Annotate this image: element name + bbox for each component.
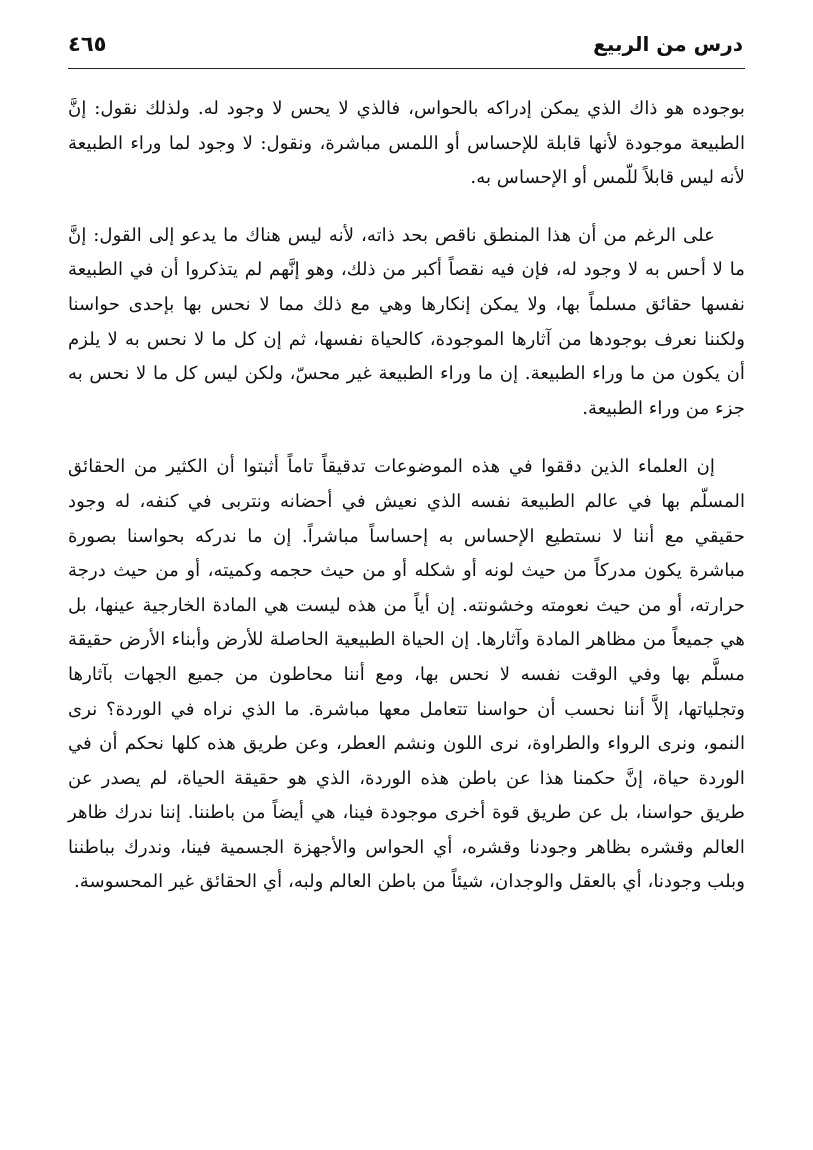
paragraph-1: بوجوده هو ذاك الذي يمكن إدراكه بالحواس، فالذي لا يحس لا وجود له. ولذلك نقول: إنَّ الطبيعة موجودة لأنها قابلة للإحساس أو اللمس مباشرة، ونقول: لا وجود لما وراء الطبيعة لأنه ليس قابلاً للّمس أو الإحساس به.	[68, 98, 745, 189]
running-header	[68, 30, 743, 64]
chapter-title: درس من الربيع	[593, 32, 743, 56]
header-divider	[68, 68, 745, 69]
body-text	[68, 92, 745, 900]
page-number: ٤٦٥	[68, 32, 107, 56]
paragraph-2: على الرغم من أن هذا المنطق ناقص بحد ذاته، لأنه ليس هناك ما يدعو إلى القول: إنَّ ما لا أحس به لا وجود له، فإن فيه نقصاً أكبر من ذلك، وهو إنَّهم لم يتذكروا أن في الطبيعة نفسها حقائق مسلماً بها، ولا يمكن إنكارها وهي مع ذلك مما لا نحس بها بإحدى حواسنا ولكننا نعرف بوجودها من آثارها الموجودة، كالحياة نفسها، ثم إن كل ما لا نحس به لا يلزم أن يكون من ما وراء الطبيعة. إن ما وراء الطبيعة غير محسّ، ولكن ليس كل ما لا نحس به جزء من وراء الطبيعة.	[68, 224, 745, 419]
paragraph-3: إن العلماء الذين دققوا في هذه الموضوعات تدقيقاً تاماً أثبتوا أن الكثير من الحقائق المسلّم بها في عالم الطبيعة نفسه الذي نعيش في أحضانه ونتربى في كنفه، له وجود حقيقي مع أننا لا نستطيع الإحساس به إحساساً مباشراً. إن ما ندركه بحواسنا بصورة مباشرة يكون مدركاً من حيث لونه أو شكله أو من حيث حجمه وكميته، أو من حيث درجة حرارته، أو من حيث نعومته وخشونته. إن أياً من هذه ليست هي المادة الخارجية عينها، بل هي جميعاً من مظاهر المادة وآثارها. إن الحياة الطبيعية الحاصلة للأرض وأبناء الأرض حقيقة مسلَّم بها وفي الوقت نفسه لا نحس بها، ومع أننا محاطون من جميع الجهات بآثارها وتجلياتها، إلاَّ أننا نحسب أن حواسنا تتعامل معها مباشرة. ما الذي نراه في الوردة؟ نرى النمو، ونرى الرواء والطراوة، نرى اللون ونشم العطر، وعن طريق هذه كلها نحكم أن في الوردة حياة، إنَّ حكمنا هذا عن باطن هذه الوردة، الذي هو حقيقة الحياة، لم يصدر عن طريق حواسنا، بل عن طريق قوة أخرى موجودة فينا، هي أيضاً من باطننا. إننا ندرك ظاهر العالم وقشره بظاهر وجودنا وقشره، أي الحواس والأجهزة الجسمية فينا، وندرك بباطننا وبلب وجودنا، أي بالعقل والوجدان، شيئاً من باطن العالم ولبه، أي الحقائق غير المحسوسة.	[68, 456, 745, 893]
